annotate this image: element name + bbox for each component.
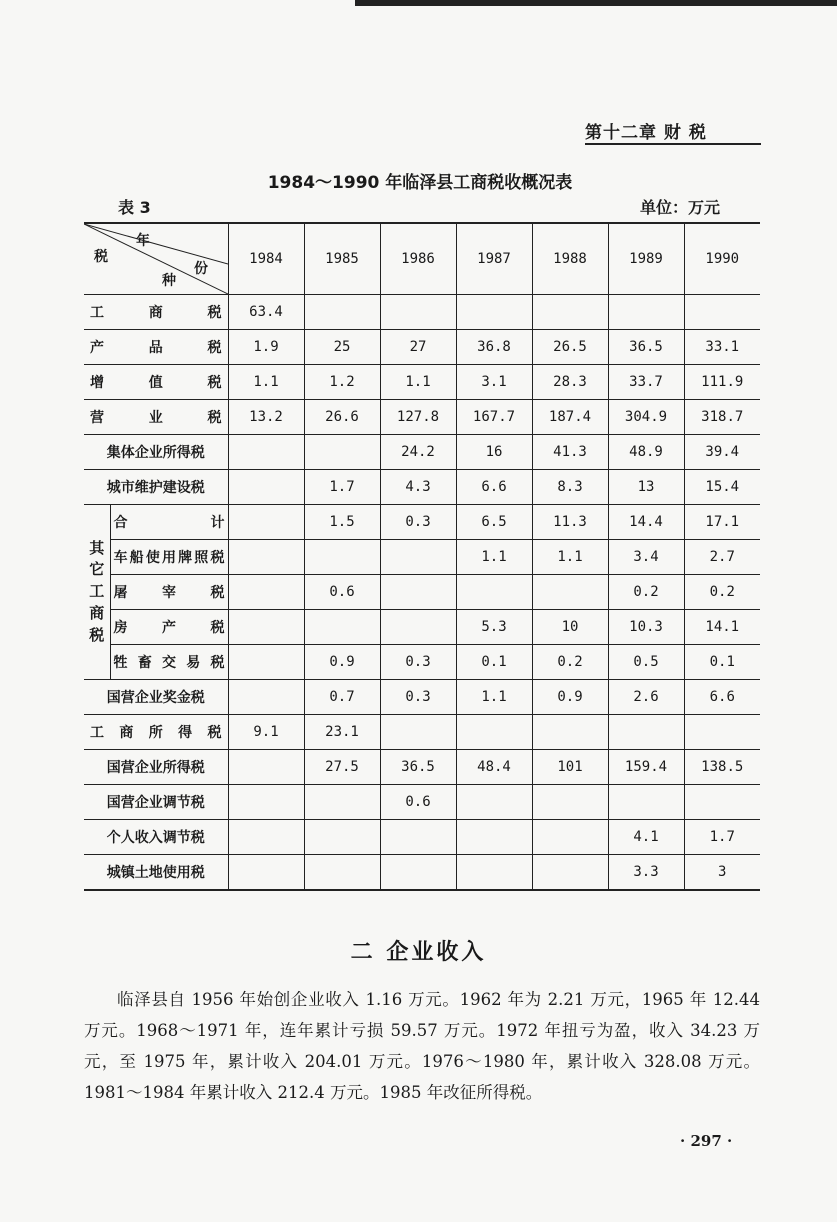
value-cell: 48.9 xyxy=(608,435,684,470)
value-cell xyxy=(456,820,532,855)
tax-type-label xyxy=(84,330,228,365)
corner-tax-label: 税 xyxy=(94,249,108,265)
sub-tax-type-text: 牲 畜 交 易 税 xyxy=(113,655,225,671)
value-cell: 28.3 xyxy=(532,365,608,400)
value-cell: 16 xyxy=(456,435,532,470)
value-cell: 3.3 xyxy=(608,855,684,891)
sub-tax-type-text: 合 计 xyxy=(113,515,225,531)
top-rule xyxy=(355,0,837,6)
table-row xyxy=(84,645,760,680)
value-cell xyxy=(228,785,304,820)
value-cell: 1.1 xyxy=(228,365,304,400)
value-cell: 2.6 xyxy=(608,680,684,715)
value-cell: 111.9 xyxy=(684,365,760,400)
value-cell: 159.4 xyxy=(608,750,684,785)
value-cell xyxy=(532,785,608,820)
table-row xyxy=(84,435,760,470)
year-header: 1986 xyxy=(380,223,456,295)
value-cell: 27 xyxy=(380,330,456,365)
tax-type-label xyxy=(84,470,228,505)
corner-kind-label: 种 xyxy=(162,273,176,289)
value-cell xyxy=(456,575,532,610)
value-cell: 0.9 xyxy=(304,645,380,680)
value-cell xyxy=(228,470,304,505)
value-cell xyxy=(228,855,304,891)
value-cell: 0.6 xyxy=(380,785,456,820)
tax-type-text: 增 值 税 xyxy=(90,375,222,391)
value-cell xyxy=(380,540,456,575)
sub-tax-type-label xyxy=(110,540,228,575)
table-row xyxy=(84,295,760,330)
value-cell: 23.1 xyxy=(304,715,380,750)
tax-type-text: 国营企业调节税 xyxy=(106,795,205,811)
value-cell xyxy=(684,295,760,330)
year-header: 1984 xyxy=(228,223,304,295)
value-cell xyxy=(380,575,456,610)
value-cell xyxy=(228,505,304,540)
sub-tax-type-label xyxy=(110,575,228,610)
value-cell: 0.1 xyxy=(684,645,760,680)
value-cell: 0.2 xyxy=(532,645,608,680)
value-cell: 14.1 xyxy=(684,610,760,645)
value-cell: 26.5 xyxy=(532,330,608,365)
value-cell: 25 xyxy=(304,330,380,365)
header-row xyxy=(84,223,760,295)
value-cell xyxy=(456,295,532,330)
value-cell: 13.2 xyxy=(228,400,304,435)
table-row xyxy=(84,400,760,435)
value-cell xyxy=(456,855,532,891)
tax-type-label xyxy=(84,680,228,715)
tax-type-label xyxy=(84,715,228,750)
value-cell: 127.8 xyxy=(380,400,456,435)
page-number: · 297 · xyxy=(680,1132,733,1150)
value-cell xyxy=(304,540,380,575)
value-cell: 0.9 xyxy=(532,680,608,715)
section-heading: 二 企业收入 xyxy=(350,939,487,965)
tax-type-text: 国营企业所得税 xyxy=(106,760,205,776)
table-row xyxy=(84,715,760,750)
value-cell: 1.5 xyxy=(304,505,380,540)
value-cell: 187.4 xyxy=(532,400,608,435)
value-cell xyxy=(608,785,684,820)
tax-type-label xyxy=(84,785,228,820)
sub-tax-type-text: 屠 宰 税 xyxy=(113,585,225,601)
value-cell: 33.1 xyxy=(684,330,760,365)
table-title: 1984～1990 年临泽县工商税收概况表 xyxy=(267,173,573,193)
value-cell xyxy=(304,785,380,820)
sub-tax-type-text: 房 产 税 xyxy=(113,620,225,636)
value-cell: 48.4 xyxy=(456,750,532,785)
table-row xyxy=(84,785,760,820)
value-cell xyxy=(532,715,608,750)
year-header: 1987 xyxy=(456,223,532,295)
tax-table xyxy=(84,222,760,891)
value-cell: 41.3 xyxy=(532,435,608,470)
value-cell: 1.9 xyxy=(228,330,304,365)
value-cell: 26.6 xyxy=(304,400,380,435)
table-row xyxy=(84,365,760,400)
value-cell: 318.7 xyxy=(684,400,760,435)
value-cell: 101 xyxy=(532,750,608,785)
value-cell: 17.1 xyxy=(684,505,760,540)
table-row xyxy=(84,820,760,855)
corner-year-label: 年 xyxy=(136,233,150,249)
value-cell: 33.7 xyxy=(608,365,684,400)
chapter-rule xyxy=(585,143,761,145)
value-cell: 1.1 xyxy=(380,365,456,400)
value-cell xyxy=(304,820,380,855)
tax-type-text: 城镇土地使用税 xyxy=(106,865,205,881)
value-cell xyxy=(380,715,456,750)
table-row xyxy=(84,855,760,891)
sub-tax-type-label xyxy=(110,505,228,540)
value-cell: 63.4 xyxy=(228,295,304,330)
value-cell: 0.6 xyxy=(304,575,380,610)
value-cell: 3.1 xyxy=(456,365,532,400)
value-cell xyxy=(228,645,304,680)
table-row xyxy=(84,470,760,505)
value-cell: 3.4 xyxy=(608,540,684,575)
value-cell: 1.2 xyxy=(304,365,380,400)
value-cell: 0.2 xyxy=(684,575,760,610)
body-paragraph xyxy=(84,984,760,1108)
tax-type-label xyxy=(84,365,228,400)
table-row xyxy=(84,610,760,645)
table-row xyxy=(84,505,760,540)
value-cell xyxy=(304,855,380,891)
value-cell xyxy=(228,680,304,715)
value-cell xyxy=(380,820,456,855)
tax-type-text: 城市维护建设税 xyxy=(106,480,205,496)
value-cell xyxy=(532,295,608,330)
value-cell xyxy=(532,820,608,855)
corner-header-cell xyxy=(84,223,228,295)
tax-type-text: 工 商 税 xyxy=(90,305,222,321)
value-cell: 39.4 xyxy=(684,435,760,470)
group-label: 其它工商税 xyxy=(89,538,105,644)
value-cell xyxy=(228,575,304,610)
tax-type-text: 集体企业所得税 xyxy=(106,445,205,461)
year-header: 1989 xyxy=(608,223,684,295)
value-cell: 4.3 xyxy=(380,470,456,505)
value-cell xyxy=(532,855,608,891)
corner-year-label-2: 份 xyxy=(194,261,208,277)
value-cell: 11.3 xyxy=(532,505,608,540)
tax-type-text: 营 业 税 xyxy=(90,410,222,426)
table-number: 表 3 xyxy=(118,198,151,217)
value-cell: 6.6 xyxy=(456,470,532,505)
value-cell: 9.1 xyxy=(228,715,304,750)
value-cell xyxy=(228,750,304,785)
value-cell: 0.3 xyxy=(380,680,456,715)
chapter-header: 第十二章 财 税 xyxy=(585,123,707,143)
value-cell xyxy=(456,785,532,820)
value-cell xyxy=(304,435,380,470)
value-cell xyxy=(228,610,304,645)
table-row xyxy=(84,575,760,610)
value-cell xyxy=(532,575,608,610)
value-cell: 14.4 xyxy=(608,505,684,540)
tax-type-label xyxy=(84,400,228,435)
table-row xyxy=(84,680,760,715)
value-cell xyxy=(228,540,304,575)
tax-type-text: 国营企业奖金税 xyxy=(106,690,205,706)
value-cell: 1.1 xyxy=(456,540,532,575)
value-cell xyxy=(228,435,304,470)
value-cell xyxy=(608,295,684,330)
value-cell: 6.6 xyxy=(684,680,760,715)
value-cell: 36.5 xyxy=(608,330,684,365)
tax-type-label xyxy=(84,750,228,785)
value-cell xyxy=(684,715,760,750)
value-cell: 10.3 xyxy=(608,610,684,645)
paragraph-text: 临泽县自 1956 年始创企业收入 1.16 万元。1962 年为 2.21 万元，1965 年 12.44 万元。1968～1971 年，连年累计亏损 59.57 万元。1972 年扭亏为盈，收入 34.23 万元，至 1975 年，累计收入 204.01 万元。1976～1980 年，累计收入 328.08 万元。1981～1984 年累计收入 212.4 万元。1985 年改征所得税。 xyxy=(84,990,760,1102)
value-cell: 13 xyxy=(608,470,684,505)
value-cell xyxy=(228,820,304,855)
value-cell: 5.3 xyxy=(456,610,532,645)
tax-type-text: 工 商 所 得 税 xyxy=(90,725,222,741)
value-cell: 1.7 xyxy=(304,470,380,505)
year-header: 1990 xyxy=(684,223,760,295)
value-cell: 36.5 xyxy=(380,750,456,785)
tax-type-label xyxy=(84,435,228,470)
value-cell: 4.1 xyxy=(608,820,684,855)
tax-type-label xyxy=(84,855,228,891)
sub-tax-type-label xyxy=(110,610,228,645)
value-cell: 36.8 xyxy=(456,330,532,365)
value-cell xyxy=(304,295,380,330)
value-cell: 3 xyxy=(684,855,760,891)
value-cell: 24.2 xyxy=(380,435,456,470)
unit-label: 单位：万元 xyxy=(640,198,721,217)
value-cell: 2.7 xyxy=(684,540,760,575)
value-cell: 0.3 xyxy=(380,505,456,540)
value-cell: 1.1 xyxy=(456,680,532,715)
table-row xyxy=(84,750,760,785)
year-header: 1985 xyxy=(304,223,380,295)
value-cell xyxy=(456,715,532,750)
value-cell: 6.5 xyxy=(456,505,532,540)
group-label-cell xyxy=(84,505,110,680)
value-cell: 15.4 xyxy=(684,470,760,505)
value-cell: 8.3 xyxy=(532,470,608,505)
value-cell: 304.9 xyxy=(608,400,684,435)
tax-type-label xyxy=(84,295,228,330)
value-cell xyxy=(380,855,456,891)
value-cell xyxy=(380,295,456,330)
table-row xyxy=(84,540,760,575)
value-cell: 0.5 xyxy=(608,645,684,680)
value-cell: 0.1 xyxy=(456,645,532,680)
table-row xyxy=(84,330,760,365)
tax-type-text: 产 品 税 xyxy=(90,340,222,356)
value-cell: 1.7 xyxy=(684,820,760,855)
value-cell: 0.7 xyxy=(304,680,380,715)
value-cell xyxy=(380,610,456,645)
value-cell xyxy=(304,610,380,645)
value-cell: 167.7 xyxy=(456,400,532,435)
value-cell: 1.1 xyxy=(532,540,608,575)
year-header: 1988 xyxy=(532,223,608,295)
tax-type-text: 个人收入调节税 xyxy=(106,830,205,846)
sub-tax-type-label xyxy=(110,645,228,680)
value-cell xyxy=(684,785,760,820)
value-cell xyxy=(608,715,684,750)
value-cell: 27.5 xyxy=(304,750,380,785)
value-cell: 0.3 xyxy=(380,645,456,680)
value-cell: 0.2 xyxy=(608,575,684,610)
value-cell: 138.5 xyxy=(684,750,760,785)
sub-tax-type-text: 车 船 使 用 牌 照 税 xyxy=(113,550,225,566)
value-cell: 10 xyxy=(532,610,608,645)
tax-type-label xyxy=(84,820,228,855)
